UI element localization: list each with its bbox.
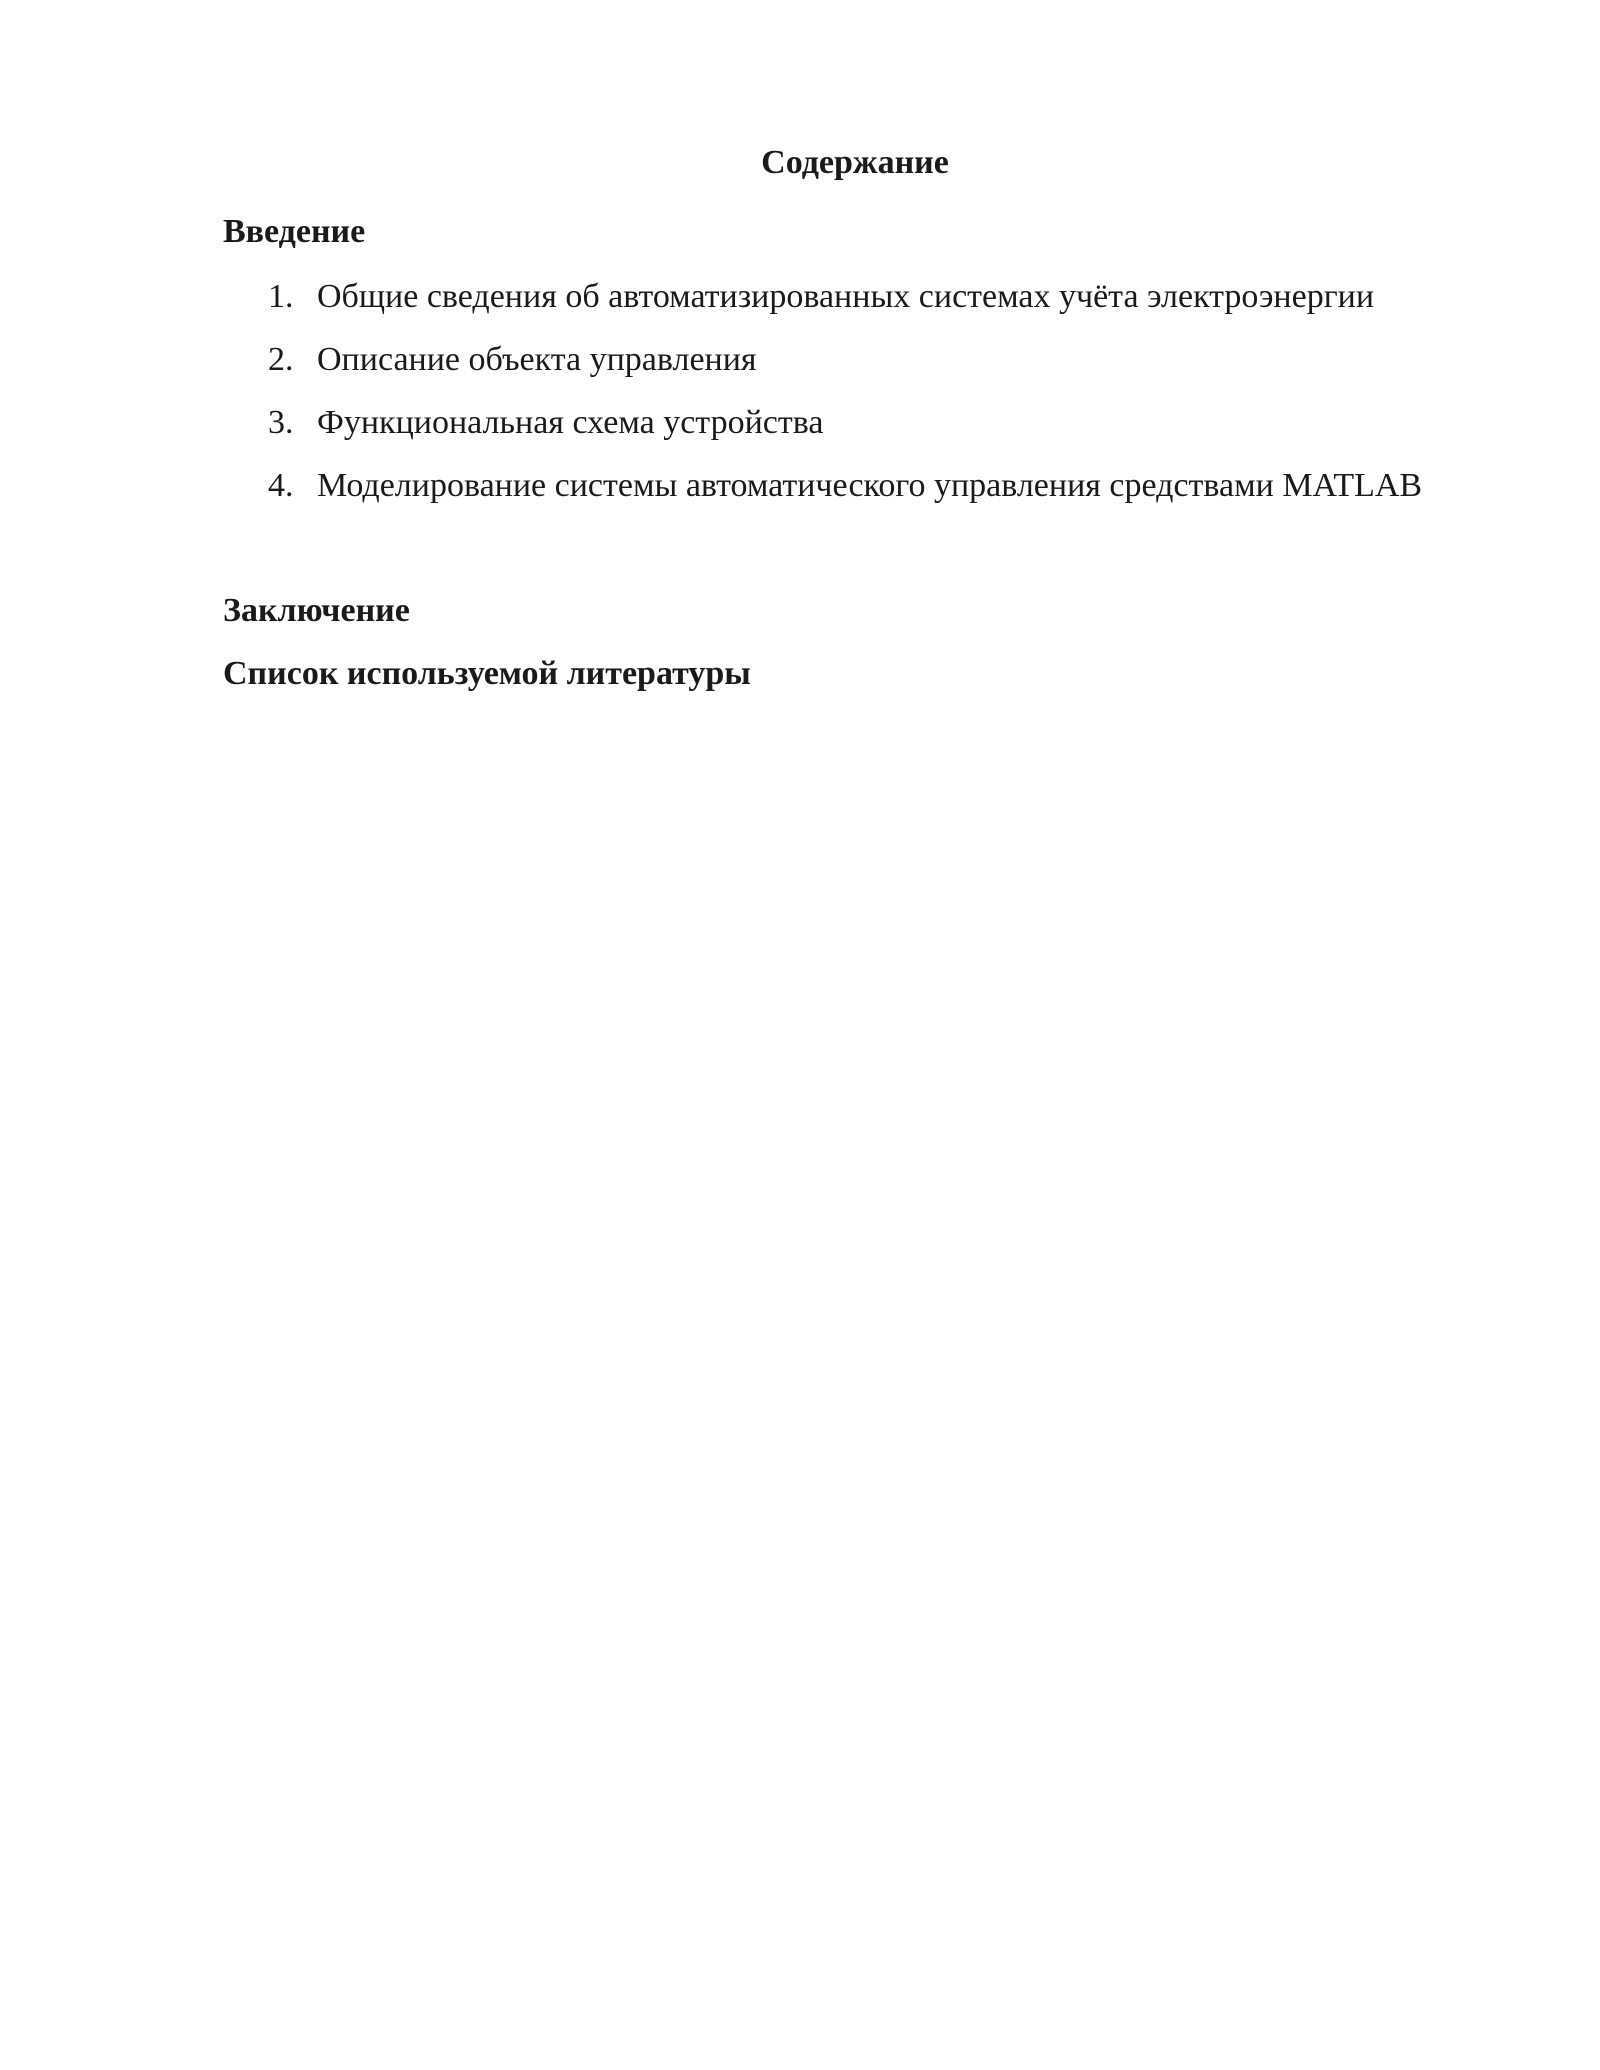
toc-item-number: 4. — [268, 467, 294, 504]
toc-item-text: Функциональная схема устройства — [317, 404, 824, 441]
toc-item-number: 2. — [268, 341, 294, 378]
toc-item-number: 1. — [268, 278, 294, 315]
toc-item-text: Моделирование системы автоматического управления средствами MATLAB — [317, 467, 1423, 504]
toc-item-4 — [268, 454, 1488, 517]
toc-item-3 — [268, 391, 1488, 454]
toc-item-text: Описание объекта управления — [317, 341, 757, 378]
toc-heading-conclusion: Заключение — [223, 592, 410, 629]
toc-item-number: 3. — [268, 404, 294, 441]
toc-heading-intro: Введение — [223, 213, 366, 250]
toc-item-1 — [268, 265, 1488, 328]
toc-item-2 — [268, 328, 1488, 391]
toc-title: Содержание — [761, 144, 949, 181]
toc-item-text: Общие сведения об автоматизированных системах учёта электроэнергии — [317, 278, 1375, 315]
toc-heading-references: Список используемой литературы — [223, 655, 751, 692]
